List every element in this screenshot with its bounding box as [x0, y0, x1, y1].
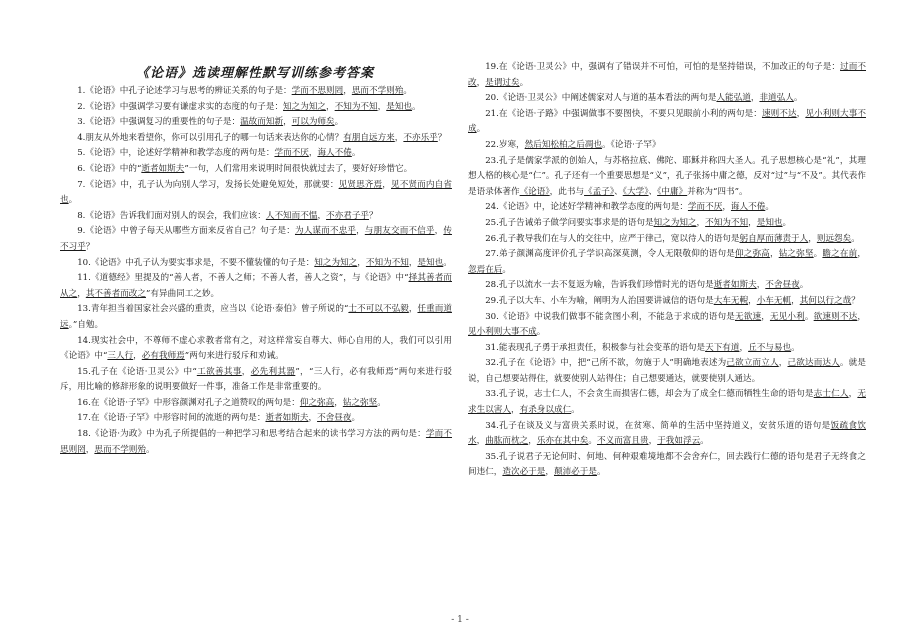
- answer-blank: 颠沛必于是: [553, 467, 597, 478]
- question-text: ，此书与: [549, 186, 585, 197]
- question-item: [468, 387, 866, 418]
- question-text: ，: [769, 249, 779, 260]
- answer-blank: 温故而知新: [240, 117, 284, 128]
- question-text: 。: [351, 148, 361, 159]
- answer-blank: 丘不与易也: [748, 342, 792, 353]
- answer-blank: 躬自厚而薄责于人: [739, 233, 809, 244]
- question-item: [60, 256, 452, 272]
- question-text: ，: [476, 77, 486, 88]
- question-item: [468, 91, 866, 107]
- answer-blank: 诲人不倦: [317, 148, 352, 159]
- answer-blank: 与朋友交而不信乎: [364, 226, 435, 237]
- question-item: [60, 396, 452, 412]
- answer-blank: 见小利则大事不成: [468, 327, 537, 338]
- question-text: ”一句，人们常用来说明时间很快就过去了，要好好珍惜它。: [184, 163, 413, 174]
- answer-blank: 学而不思则罔: [291, 86, 344, 96]
- question-text: 。: [793, 93, 803, 104]
- question-text: 。”自勉。: [68, 319, 104, 330]
- question-text: 21.在《论语·子路》中强调做事不要图快，不要只见眼前小利的两句是：: [485, 108, 762, 119]
- question-text: 27.弟子颜渊高度评价孔子学识高深莫测，令人无限敬仰的语句是: [485, 249, 735, 260]
- question-text: ，: [77, 288, 86, 299]
- question-text: ”两句来进行驳斥和劝诫。: [184, 351, 284, 362]
- question-text: 并称为“四书”。: [687, 186, 748, 197]
- answer-blank: 人能弘道: [716, 93, 751, 104]
- question-text: 35.孔子说君子无论何时、何地、何种艰难境地都不会舍弃仁，回去践行仁德的语句是君子无终食之间违仁，: [468, 451, 866, 478]
- question-item: [60, 224, 452, 255]
- question-text: 34.孔子在谈及义与富贵关系时说，在贫寒、简单的生活中坚持道义，安贫乐道的语句是: [485, 420, 831, 431]
- answer-blank: 《论语》: [519, 186, 550, 197]
- question-text: 9.《论语》中曾子每天从哪些方面来反省自己？句子是：: [77, 226, 295, 237]
- document-title: 《论语》选读理解性默写训练参考答案: [135, 66, 374, 81]
- question-text: 23.孔子是儒家学派的创始人，与苏格拉底、佛陀、耶稣并称四大圣人。孔子思想核心是“礼”，其理想人格的核心是“仁”。孔子还有一个重要思想是“义”，孔子张扬中庸之德，反对“过”与“不及”。其代表作是语录体著作: [468, 155, 866, 197]
- answer-blank: 小车无軏: [756, 295, 792, 306]
- answer-blank: 速则不达: [761, 108, 797, 119]
- question-text: 8.《论语》告诉我们面对别人的误会，我们应该：: [77, 210, 266, 221]
- question-text: ，: [308, 148, 318, 159]
- answer-blank: 钻之弥坚: [342, 397, 378, 408]
- answer-blank: 过而不改: [468, 62, 866, 88]
- question-text: 。: [502, 264, 511, 275]
- question-item: [468, 356, 866, 387]
- question-text: 。: [700, 436, 709, 447]
- question-text: ，: [382, 179, 391, 190]
- question-item: [60, 271, 452, 302]
- answer-blank: 欲速则不达: [813, 311, 858, 322]
- question-text: 16.在《论语·子罕》中形容颜渊对孔子之道赞叹的两句是：: [77, 397, 300, 408]
- answer-blank: 知之为知之: [283, 101, 327, 112]
- question-item: [60, 84, 452, 100]
- question-text: 。: [799, 280, 809, 291]
- question-text: 。: [412, 101, 421, 112]
- answer-blank: 其不善者而改之: [85, 288, 146, 299]
- answer-blank: 是知也: [756, 217, 783, 228]
- question-text: 。: [334, 117, 344, 128]
- question-item: [468, 247, 866, 278]
- question-item: [468, 200, 866, 216]
- answer-blank: 志士仁人: [813, 389, 849, 400]
- answer-blank: 学而不厌: [687, 202, 723, 213]
- answer-blank: 不知为不知: [334, 101, 378, 112]
- answer-blank: 大车无輗: [713, 295, 749, 306]
- question-text: 、: [614, 186, 623, 197]
- question-text: ，: [434, 226, 444, 237]
- question-item: [468, 60, 866, 91]
- question-item: [468, 138, 866, 154]
- question-item: [60, 427, 452, 458]
- answer-blank: 可以为师矣: [291, 117, 335, 128]
- question-text: ？: [85, 241, 95, 252]
- question-text: 14.现实社会中，不尊师不虚心求教者常有之，对这样常妄自尊大、师心自用的人，我们可以引用《论语》中“: [60, 335, 452, 362]
- answer-blank: 瞻之在前: [822, 249, 858, 260]
- question-item: [468, 294, 866, 310]
- answer-blank: 学而不厌: [274, 148, 309, 159]
- question-text: ，: [283, 117, 292, 128]
- answer-blank: 钻之弥坚: [778, 249, 814, 260]
- answer-blank: 知之为知之: [653, 217, 697, 228]
- answer-blank: 人不知而不愠: [265, 210, 318, 221]
- question-text: 7.《论语》中，孔子认为向别人学习，发扬长处避免短处，那就要：: [77, 179, 339, 190]
- question-item: [60, 334, 452, 365]
- question-text: ？: [437, 132, 447, 143]
- answer-blank: 知之为知之: [314, 257, 358, 268]
- answer-blank: 己欲达而达人: [787, 358, 840, 369]
- question-text: ，: [756, 280, 766, 291]
- answer-blank: 见不贤而内自省也: [60, 179, 452, 206]
- question-text: ，: [791, 295, 800, 306]
- answer-blank: 造次必于是: [502, 467, 546, 478]
- question-text: 15.孔子在《论语·卫灵公》中“: [77, 366, 197, 377]
- question-item: [60, 365, 452, 396]
- question-item: [60, 302, 452, 333]
- question-text: ，: [377, 101, 387, 112]
- answer-blank: 《中庸》: [657, 186, 688, 197]
- question-text: 18.《论语·为政》中为孔子所提倡的一种把学习和思考结合起来的读书学习方法的两句是：: [77, 429, 426, 440]
- question-text: 20.《论语·卫灵公》中阐述儒家对人与道的基本看法的两句是: [485, 93, 717, 104]
- question-item: [468, 310, 866, 341]
- answer-blank: 逝者如斯夫: [141, 163, 185, 174]
- answer-blank: 工欲善其事: [196, 366, 242, 377]
- answer-blank: 仰之弥高: [734, 249, 770, 260]
- question-text: ，: [85, 444, 95, 455]
- answer-blank: 三人行: [107, 351, 134, 362]
- answer-blank: 《孟子》: [584, 186, 615, 197]
- question-text: 。: [536, 327, 546, 338]
- question-text: 4.朋友从外地来看望你，你可以引用孔子的哪一句话来表达你的心情？: [77, 132, 344, 143]
- question-item: [468, 107, 866, 138]
- question-text: ，: [510, 405, 520, 416]
- answer-blank: 无求生以害人: [468, 389, 866, 416]
- question-text: 1.《论语》中孔子论述学习与思考的辨证关系的句子是：: [77, 86, 292, 96]
- answer-blank: 学而不思则罔: [60, 429, 452, 455]
- question-text: 。: [782, 217, 792, 228]
- question-text: ，: [408, 304, 418, 315]
- question-text: 3.《论语》中强调复习的重要性的句子是：: [77, 117, 241, 128]
- answer-blank: 不舍昼夜: [317, 413, 352, 424]
- answer-blank: 不亦乐乎: [403, 132, 438, 143]
- left-column: [60, 84, 452, 458]
- question-text: ，: [748, 217, 757, 228]
- question-text: ，: [857, 311, 866, 322]
- answer-blank: 是谓过矣: [485, 77, 520, 88]
- answer-blank: 曲肱而枕之: [485, 436, 529, 447]
- answer-blank: 无见小利: [769, 311, 805, 322]
- question-text: 。: [145, 444, 155, 455]
- question-text: 29.孔子以大车、小车为喻，阐明为人治国要讲诚信的语句是: [485, 295, 714, 306]
- answer-blank: 逝者如斯夫: [265, 413, 309, 424]
- answer-blank: 不义而富且贵: [597, 436, 649, 447]
- answer-blank: 是知也: [386, 101, 413, 112]
- question-text: 31.能表现孔子勇于承担责任，积极参与社会变革的语句是: [485, 342, 706, 353]
- answer-blank: 无欲速: [734, 311, 762, 322]
- answer-blank: 己欲立而立人: [726, 358, 779, 369]
- answer-blank: 不亦君子乎: [326, 210, 370, 221]
- answer-blank: 见贤思齐焉: [338, 179, 383, 190]
- question-text: ”，“三人行，必有我师焉”两句来进行驳斥，用比喻的修辞形象的说明要做好一件事，准备工作是非常重要的。: [60, 366, 452, 393]
- question-text: 28.孔子以流水一去不复返为喻，告诉我们珍惜时光的语句是: [485, 280, 714, 291]
- question-text: ，: [722, 202, 731, 213]
- answer-blank: 为人谋而不忠乎: [294, 226, 357, 237]
- answer-blank: 诲人不倦: [730, 202, 766, 213]
- answer-blank: 其何以行之哉: [799, 295, 852, 306]
- question-text: 。就是说，自己想要站得住，就要使别人站得住；自己想要通达，就要使别人通达。: [468, 358, 866, 384]
- question-text: 11.《道德经》里提及的“善人者，不善人之师；不善人者，善人之资”，与《论语》中“: [77, 273, 409, 284]
- question-item: [468, 341, 866, 357]
- question-text: ，: [357, 257, 366, 268]
- answer-blank: 思而不学则殆: [351, 86, 404, 96]
- question-item: [468, 278, 866, 294]
- answer-blank: 不舍昼夜: [765, 280, 800, 291]
- question-item: [468, 216, 866, 232]
- question-text: ，: [317, 210, 327, 221]
- page-number: - 1 -: [451, 615, 469, 625]
- answer-blank: 不知为不知: [705, 217, 749, 228]
- question-item: [60, 115, 452, 131]
- question-text: 10.《论语》中孔子认为要实事求是，不要不懂装懂的句子是：: [77, 257, 315, 268]
- answer-blank: 任重而道远: [60, 304, 452, 330]
- question-item: [468, 232, 866, 248]
- question-text: ，: [696, 217, 706, 228]
- answer-blank: 忽焉在后: [468, 264, 503, 275]
- question-text: 、: [648, 186, 658, 197]
- question-text: 32.孔子在《论语》中，把“己所不欲，勿施于人”明确地表述为: [485, 358, 727, 369]
- answer-blank: 有杀身以成仁: [519, 405, 572, 416]
- question-text: ，: [343, 86, 352, 96]
- question-item: [468, 450, 866, 481]
- question-text: ，: [133, 351, 142, 362]
- question-text: ，: [848, 389, 858, 400]
- answer-blank: 见小利则大事不成: [468, 108, 866, 135]
- question-text: ，: [796, 108, 806, 119]
- question-text: 。《论语·子罕》: [602, 139, 661, 150]
- question-text: ，: [476, 436, 486, 447]
- answer-blank: 择其善者而从之: [60, 273, 452, 299]
- question-text: ，: [545, 467, 554, 478]
- question-item: [60, 178, 452, 209]
- question-item: [60, 411, 452, 427]
- question-text: 30.《论语》中说我们做事不能贪图小利，不能急于求成的语句是: [485, 311, 735, 322]
- answer-blank: 《大学》: [622, 186, 649, 197]
- answer-blank: 然后知松柏之后凋也: [524, 139, 602, 150]
- question-item: [60, 100, 452, 116]
- question-text: 。: [476, 124, 486, 135]
- question-text: ”有异曲同工之妙。: [145, 288, 220, 299]
- question-text: ，: [739, 342, 749, 353]
- answer-blank: 于我如浮云: [657, 436, 701, 447]
- question-item: [60, 131, 452, 147]
- question-text: 。: [765, 202, 774, 213]
- question-text: 5.《论语》中，论述好学精神和教学态度的两句是：: [77, 148, 275, 159]
- answer-blank: 天下有道: [705, 342, 740, 353]
- answer-blank: 非道弘人: [759, 93, 794, 104]
- question-text: ？: [851, 295, 860, 306]
- question-text: 22.岁寒，: [485, 139, 525, 150]
- answer-blank: 有朋自远方来: [343, 132, 395, 143]
- question-text: 17.在《论语·子罕》中形容时间的流逝的两句是：: [77, 413, 266, 424]
- question-text: ，: [761, 311, 770, 322]
- answer-blank: 士不可以不弘毅: [348, 304, 409, 315]
- question-text: 13.青年担当着国家社会兴盛的重责，应当以《论语·泰伯》曾子所说的“: [77, 304, 349, 315]
- question-text: ，: [394, 132, 404, 143]
- answer-blank: 是知也: [417, 257, 444, 268]
- answer-blank: 思而不学则殆: [94, 444, 146, 455]
- answer-blank: 则远怨矣: [816, 233, 852, 244]
- question-text: ，: [748, 295, 757, 306]
- answer-blank: 不知为不知: [365, 257, 409, 268]
- question-text: ，: [408, 257, 418, 268]
- question-item: [60, 209, 452, 225]
- question-item: [468, 154, 866, 201]
- question-text: 。: [443, 257, 452, 268]
- question-text: ，: [308, 413, 318, 424]
- question-item: [60, 146, 452, 162]
- question-text: 。: [571, 405, 580, 416]
- question-text: ，: [241, 366, 251, 377]
- answer-blank: 必有我师焉: [141, 351, 185, 362]
- question-text: 。: [351, 413, 361, 424]
- question-text: 。: [804, 311, 814, 322]
- question-text: 。: [851, 233, 860, 244]
- question-text: 19.在《论语·卫灵公》中，强调有了错误并不可怕，可怕的是坚持错误，不加改正的句子是：: [485, 62, 841, 72]
- question-text: 。: [68, 195, 78, 206]
- question-text: ，: [808, 233, 817, 244]
- answer-blank: 传不习乎: [60, 226, 452, 252]
- question-item: [468, 419, 866, 450]
- question-text: ，: [778, 358, 788, 369]
- right-column: [468, 60, 866, 481]
- question-text: 2.《论语》中强调学习要有谦虚求实的态度的句子是：: [77, 101, 284, 112]
- question-text: ，: [857, 249, 866, 260]
- answer-blank: 逝者如斯夫: [713, 280, 757, 291]
- question-text: 。: [519, 77, 529, 88]
- question-text: ，: [326, 101, 335, 112]
- question-text: ，: [750, 93, 760, 104]
- question-text: 。: [403, 86, 413, 96]
- question-text: ？: [369, 210, 378, 221]
- question-text: 6.《论语》中的“: [77, 163, 142, 174]
- answer-blank: 仰之弥高: [299, 397, 335, 408]
- question-text: 24.《论语》中，论述好学精神和教学态度的两句是：: [485, 202, 688, 213]
- answer-blank: 饭疏食饮水: [468, 420, 866, 447]
- question-text: ，: [648, 436, 658, 447]
- question-text: ，: [528, 436, 537, 447]
- answer-blank: 乐亦在其中矣: [536, 436, 589, 447]
- question-text: 。: [377, 397, 386, 408]
- question-text: 26.孔子教导我们在与人的交往中，应严于律己，宽以待人的语句是: [485, 233, 740, 244]
- question-text: 。: [791, 342, 800, 353]
- question-text: 25.孔子告诫弟子做学问要实事求是的语句是: [485, 217, 654, 228]
- question-text: 。: [596, 467, 606, 478]
- question-text: 。: [588, 436, 597, 447]
- question-text: ，: [334, 397, 343, 408]
- question-item: [60, 162, 452, 178]
- answer-blank: 必先利其器: [250, 366, 296, 377]
- question-text: ，: [356, 226, 365, 237]
- question-text: 。: [813, 249, 823, 260]
- question-text: 33.孔子说，志士仁人，不会贪生而损害仁德，却会为了成全仁德而牺牲生命的语句是: [485, 389, 814, 400]
